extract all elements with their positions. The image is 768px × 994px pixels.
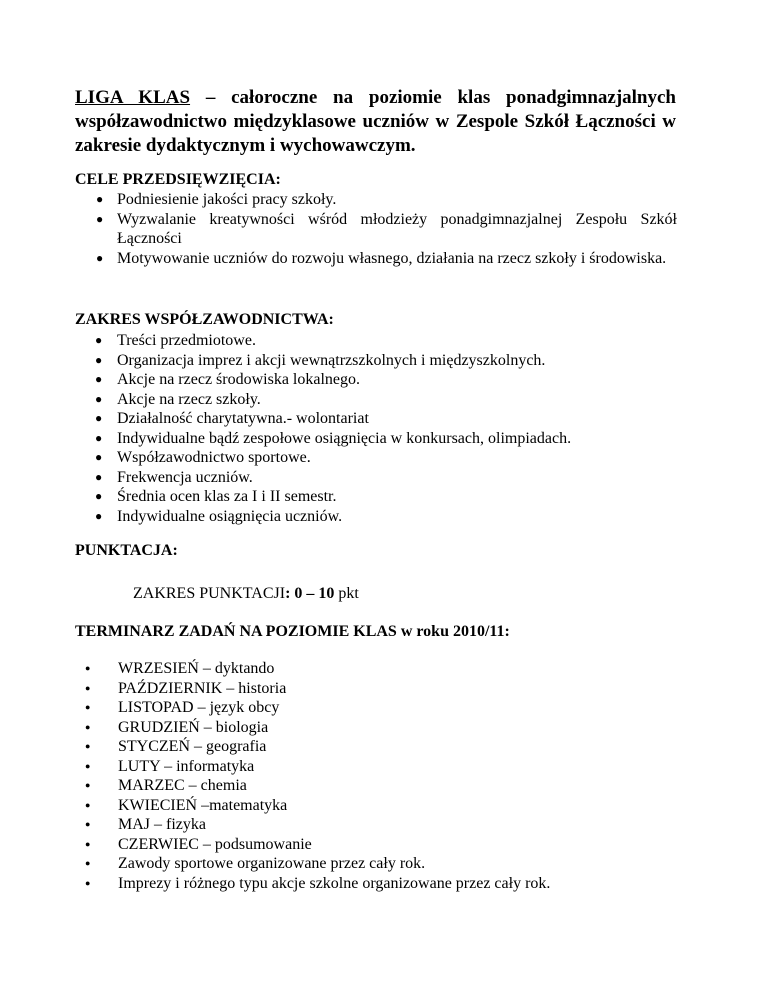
- list-item: ● Organizacja imprez i akcji wewnątrzszkolnych i międzyszkolnych.: [95, 351, 546, 369]
- bullet-icon: ●: [85, 819, 91, 829]
- bullet-icon: ●: [95, 469, 103, 484]
- bullet-icon: ●: [85, 760, 91, 771]
- list-item: ● PAŹDZIERNIK – historia: [85, 679, 287, 697]
- bullet-icon: ●: [95, 411, 103, 425]
- bullet-icon: ●: [96, 211, 104, 226]
- list-item: ● Współzawodnictwo sportowe.: [95, 449, 311, 466]
- title-rest: – całoroczne na poziomie klas ponadgimnazjalnych współzawodnictwo międzyklasowe uczniów w Zespole Szkół Łączności w zakresie dydaktycznym i wychowawczym.: [75, 87, 676, 156]
- list-item: ● WRZESIEŃ – dyktando: [85, 660, 275, 677]
- goals-heading: CELE PRZEDSIĘWZIĘCIA:: [75, 171, 281, 188]
- list-item: ● GRUDZIEŃ – biologia: [85, 718, 269, 736]
- bullet-icon: ●: [85, 780, 91, 790]
- scope-heading: ZAKRES WSPÓŁZAWODNICTWA:: [75, 311, 334, 328]
- list-item: ● Średnia ocen klas za I i II semestr.: [95, 488, 337, 505]
- points-heading: PUNKTACJA:: [75, 542, 178, 559]
- bullet-icon: ●: [85, 877, 91, 888]
- bullet-icon: ●: [96, 192, 104, 206]
- schedule-list: [85, 659, 685, 893]
- bullet-icon: ●: [95, 333, 103, 347]
- bullet-icon: ●: [85, 858, 91, 868]
- list-item: ● Podniesienie jakości pracy szkoły.: [96, 191, 337, 208]
- schedule-heading: TERMINARZ ZADAŃ NA POZIOMIE KLAS w roku 2010/11:: [75, 623, 510, 640]
- list-item: ● CZERWIEC – podsumowanie: [85, 835, 312, 853]
- list-item: ● Treści przedmiotowe.: [95, 332, 256, 349]
- list-item: ● STYCZEŃ – geografia: [85, 738, 267, 755]
- points-unit: pkt: [334, 585, 359, 602]
- bullet-icon: ●: [95, 430, 103, 445]
- list-item: ● MAJ – fizyka: [85, 816, 206, 833]
- scope-list: [95, 331, 685, 526]
- bullet-icon: ●: [85, 838, 91, 849]
- list-item: ● LUTY – informatyka: [85, 757, 255, 775]
- list-item: ● MARZEC – chemia: [85, 777, 247, 794]
- bullet-icon: ●: [85, 721, 91, 732]
- bullet-icon: ●: [95, 450, 103, 464]
- list-item: ● Akcje na rzecz szkoły.: [95, 390, 261, 408]
- document-title: [75, 86, 676, 158]
- list-item: ● Imprezy i różnego typu akcje szkolne organizowane przez cały rok.: [85, 874, 551, 892]
- goals-list: [96, 190, 677, 268]
- points-label: ZAKRES PUNKTACJI: [133, 585, 286, 602]
- bullet-icon: ●: [95, 391, 103, 406]
- list-item: ● Działalność charytatywna.- wolontariat: [95, 410, 369, 427]
- bullet-icon: ●: [95, 352, 103, 367]
- bullet-icon: ●: [95, 489, 103, 503]
- list-item: ● Indywidualne osiągnięcia uczniów.: [95, 507, 343, 525]
- title-lead: LIGA KLAS: [75, 87, 191, 108]
- points-range: : 0 – 10: [285, 585, 335, 602]
- list-item: ● Wyzwalanie kreatywności wśród młodzieży ponadgimnazjalnej Zespołu Szkół Łączności: [96, 210, 677, 247]
- bullet-icon: ●: [85, 682, 91, 693]
- list-item: ● Zawody sportowe organizowane przez cały rok.: [85, 855, 426, 872]
- bullet-icon: ●: [96, 250, 104, 265]
- list-item: ● Frekwencja uczniów.: [95, 468, 253, 486]
- bullet-icon: ●: [95, 508, 103, 523]
- bullet-icon: ●: [95, 372, 103, 386]
- bullet-icon: ●: [85, 799, 91, 810]
- list-item: ● Indywidualne bądź zespołowe osiągnięcia w konkursach, olimpiadach.: [95, 429, 572, 447]
- bullet-icon: ●: [85, 702, 91, 712]
- list-item: ● Motywowanie uczniów do rozwoju własnego, działania na rzecz szkoły i środowiska.: [96, 249, 667, 267]
- list-item: ● LISTOPAD – język obcy: [85, 699, 280, 716]
- list-item: ● Akcje na rzecz środowiska lokalnego.: [95, 371, 361, 388]
- points-range-line: [133, 584, 359, 604]
- bullet-icon: ●: [85, 663, 91, 673]
- bullet-icon: ●: [85, 741, 91, 751]
- list-item: ● KWIECIEŃ –matematyka: [85, 796, 288, 814]
